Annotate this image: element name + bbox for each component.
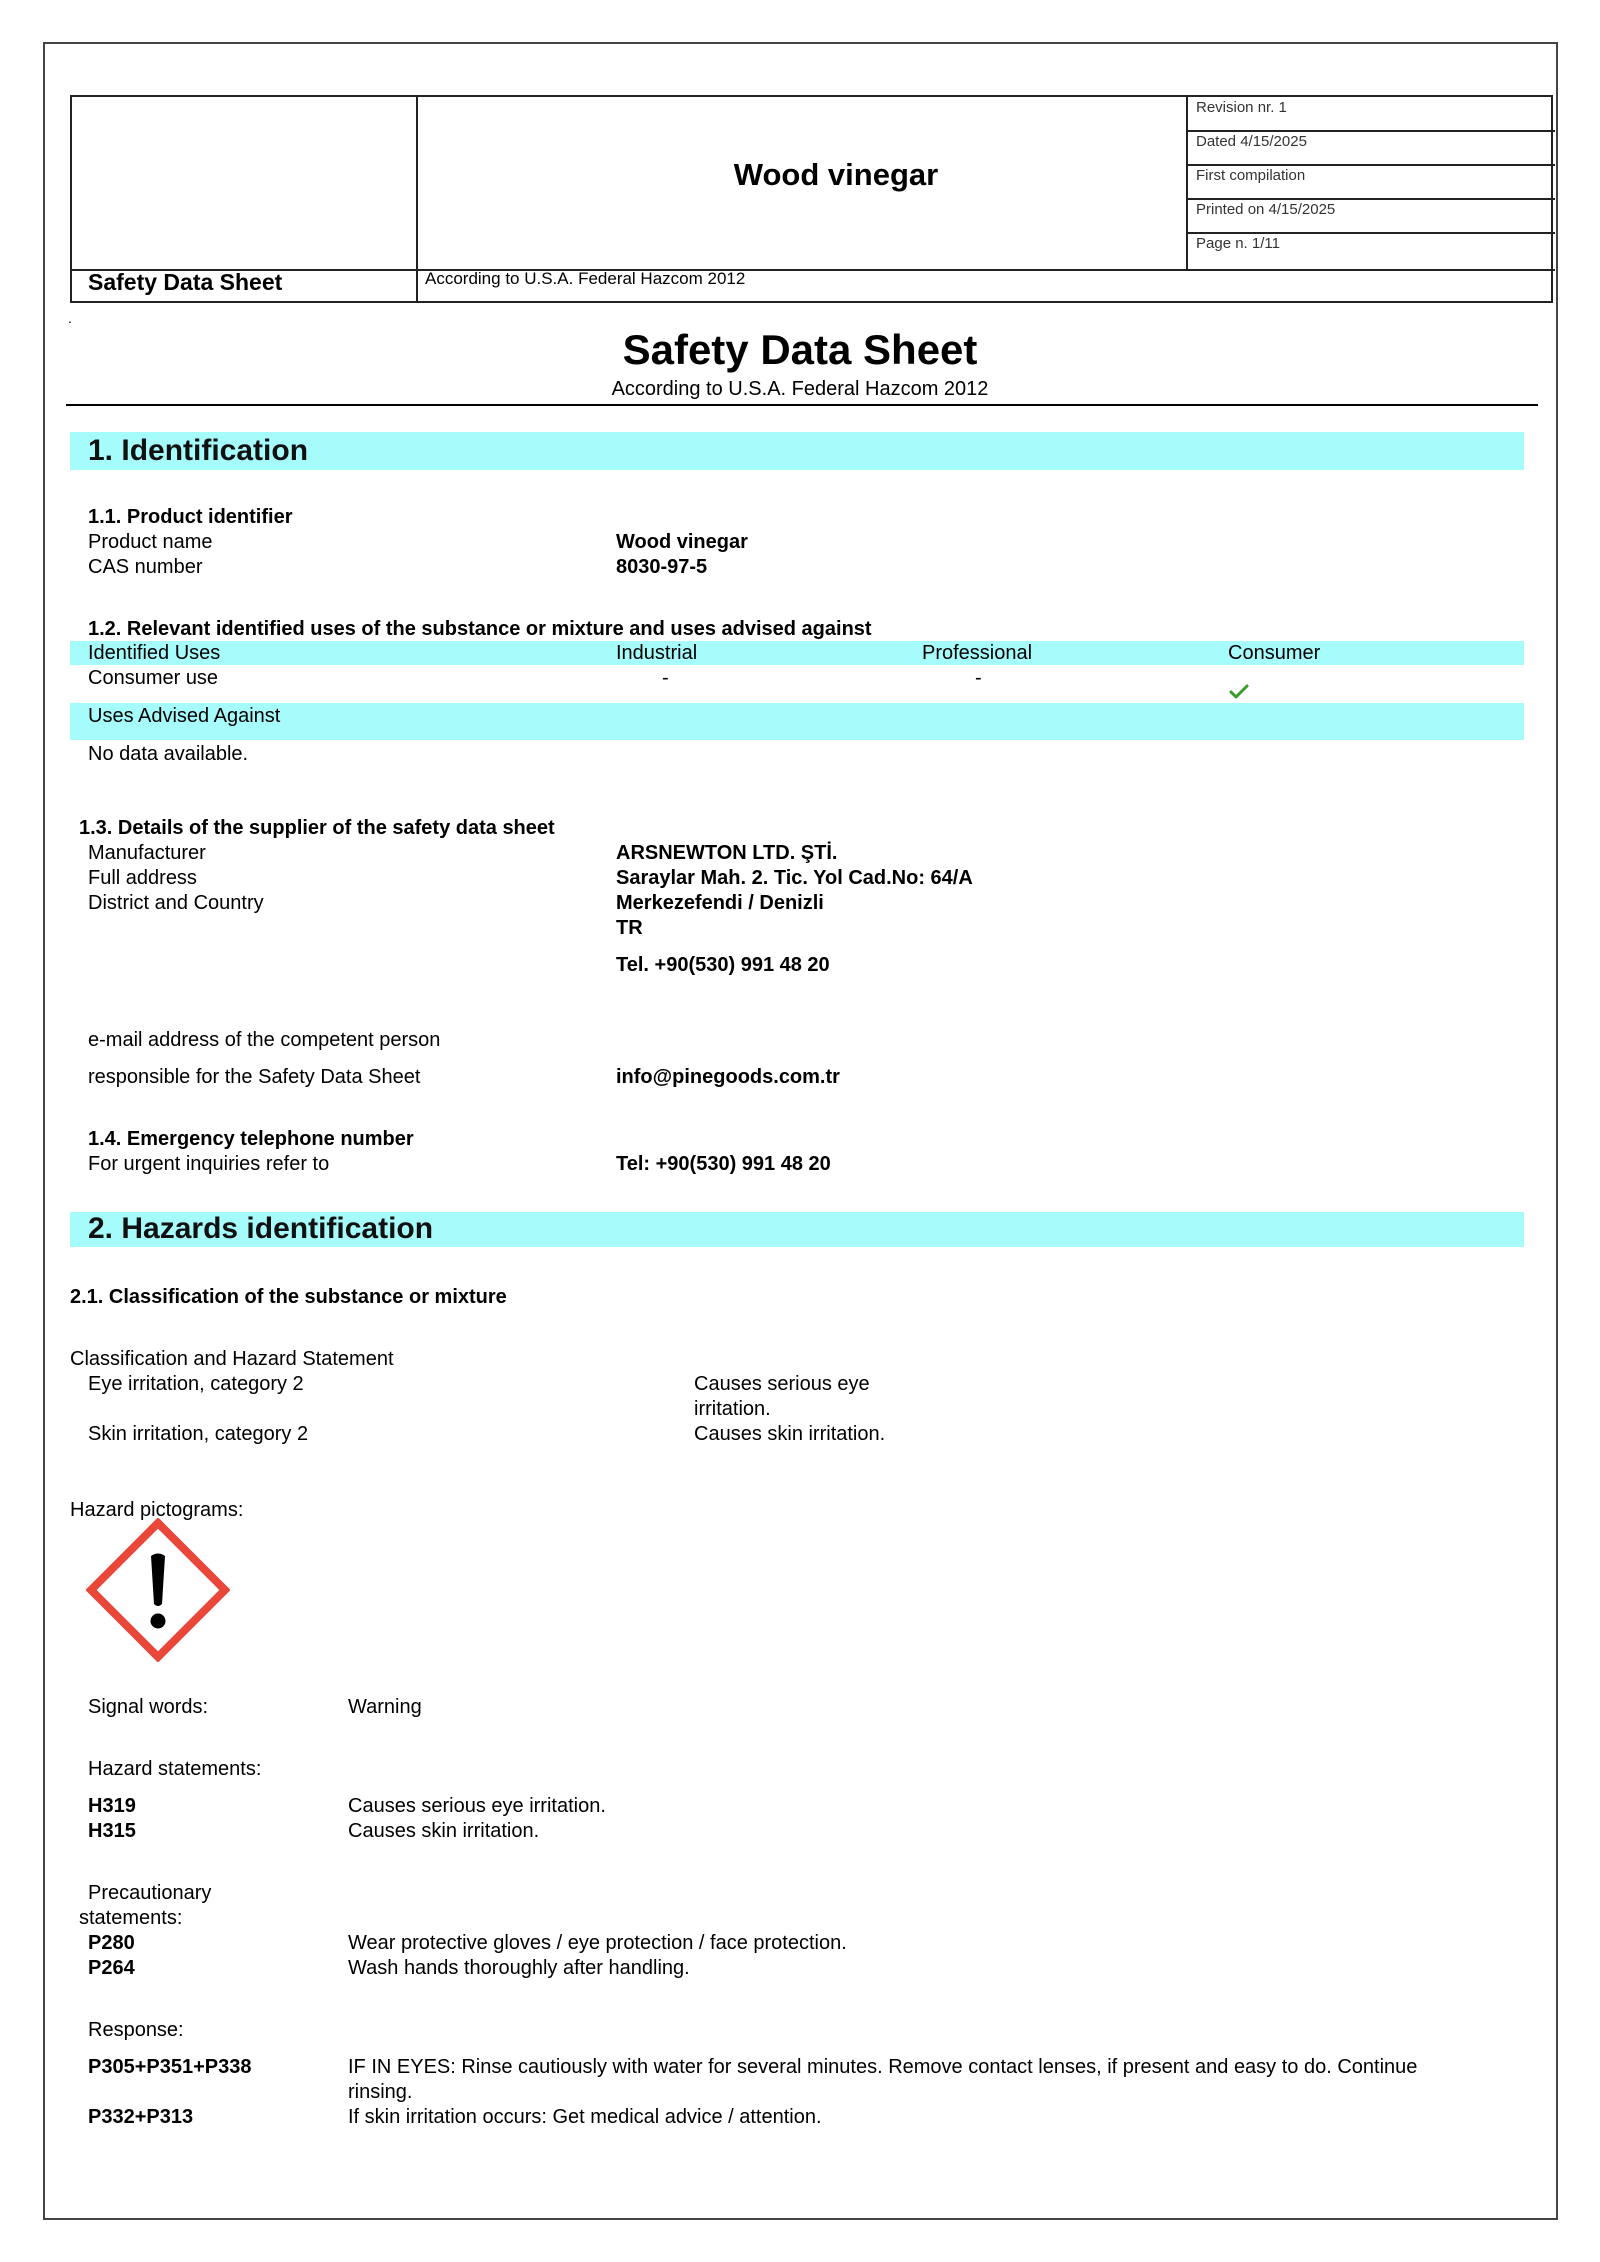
classification-statement: Causes skin irritation.: [694, 1423, 886, 1445]
country-value: TR: [616, 917, 643, 939]
pictograms-label: Hazard pictograms:: [70, 1499, 244, 1521]
advised-against-label: Uses Advised Against: [88, 705, 281, 727]
email-value: info@pinegoods.com.tr: [616, 1066, 840, 1088]
section-2-heading: 2. Hazards identification: [88, 1212, 434, 1245]
page-number: Page n. 1/11: [1196, 235, 1280, 252]
header-divider: [72, 269, 1555, 271]
stray-dot: .: [68, 310, 72, 326]
precautionary-label-line-1: Precautionary: [88, 1882, 212, 1904]
signal-words-label: Signal words:: [88, 1696, 209, 1718]
response-code: P332+P313: [88, 2106, 194, 2128]
product-name-value: Wood vinegar: [616, 531, 748, 553]
response-text: IF IN EYES: Rinse cautiously with water for several minutes. Remove contact lenses, if present and easy to do. Continue: [348, 2056, 1418, 2078]
precautionary-label-line-2: statements:: [79, 1907, 183, 1929]
manufacturer-value: ARSNEWTON LTD. ŞTİ.: [616, 842, 838, 864]
subsection-1-1-title: 1.1. Product identifier: [88, 506, 293, 528]
header-divider: [1186, 198, 1555, 200]
cas-value: 8030-97-5: [616, 556, 708, 578]
subsection-2-1-title: 2.1. Classification of the substance or mixture: [70, 1286, 507, 1308]
address-value: Saraylar Mah. 2. Tic. Yol Cad.No: 64/A: [616, 867, 973, 889]
precautionary-code: P264: [88, 1957, 135, 1979]
document-title: Safety Data Sheet: [622, 326, 978, 373]
urgent-telephone: Tel: +90(530) 991 48 20: [616, 1153, 831, 1175]
cas-label: CAS number: [88, 556, 203, 578]
title-rule: [66, 404, 1538, 406]
revision-number: Revision nr. 1: [1196, 99, 1287, 116]
hazard-code: H319: [88, 1795, 136, 1817]
dated: Dated 4/15/2025: [1196, 133, 1307, 150]
subsection-1-2-title: 1.2. Relevant identified uses of the substance or mixture and uses advised against: [88, 618, 872, 640]
district-value: Merkezefendi / Denizli: [616, 892, 824, 914]
classification-label: Classification and Hazard Statement: [70, 1348, 394, 1370]
uses-row-professional: -: [975, 667, 982, 689]
supplier-telephone: Tel. +90(530) 991 48 20: [616, 954, 830, 976]
address-label: Full address: [88, 867, 197, 889]
uses-header-identified: Identified Uses: [88, 642, 221, 664]
urgent-label: For urgent inquiries refer to: [88, 1153, 330, 1175]
precautionary-code: P280: [88, 1932, 135, 1954]
product-name-label: Product name: [88, 531, 213, 553]
check-icon: [1229, 684, 1249, 705]
response-text: If skin irritation occurs: Get medical advice / attention.: [348, 2106, 822, 2128]
compilation: First compilation: [1196, 167, 1306, 184]
section-1-band: [70, 432, 1524, 470]
product-title: Wood vinegar: [733, 157, 939, 192]
subsection-1-3-title: 1.3. Details of the supplier of the safety data sheet: [79, 817, 555, 839]
classification-name: Eye irritation, category 2: [88, 1373, 304, 1395]
sds-label: Safety Data Sheet: [88, 269, 283, 295]
email-label-line-1: e-mail address of the competent person: [88, 1029, 441, 1051]
uses-header-consumer: Consumer: [1228, 642, 1321, 664]
advised-against-band: [70, 703, 1524, 740]
signal-words-value: Warning: [348, 1696, 422, 1718]
header-divider: [1186, 232, 1555, 234]
uses-header-industrial: Industrial: [616, 642, 698, 664]
header-divider: [416, 97, 418, 303]
subsection-1-4-title: 1.4. Emergency telephone number: [88, 1128, 414, 1150]
hazard-code: H315: [88, 1820, 136, 1842]
classification-statement: irritation.: [694, 1398, 771, 1420]
advised-against-value: No data available.: [88, 743, 249, 765]
exclamation-mark-icon: [86, 1518, 230, 1667]
classification-statement: Causes serious eye: [694, 1373, 870, 1395]
header-divider: [1186, 130, 1555, 132]
document-subtitle: According to U.S.A. Federal Hazcom 2012: [611, 378, 989, 400]
manufacturer-label: Manufacturer: [88, 842, 206, 864]
uses-header-professional: Professional: [922, 642, 1033, 664]
hazard-text: Causes skin irritation.: [348, 1820, 540, 1842]
response-label: Response:: [88, 2019, 184, 2041]
uses-row-industrial: -: [662, 667, 669, 689]
classification-name: Skin irritation, category 2: [88, 1423, 309, 1445]
hazard-statements-label: Hazard statements:: [88, 1758, 262, 1780]
section-1-heading: 1. Identification: [88, 434, 309, 467]
precautionary-text: Wash hands thoroughly after handling.: [348, 1957, 690, 1979]
response-text: rinsing.: [348, 2081, 413, 2103]
precautionary-text: Wear protective gloves / eye protection / face protection.: [348, 1932, 847, 1954]
uses-row-use: Consumer use: [88, 667, 219, 689]
hazard-text: Causes serious eye irritation.: [348, 1795, 606, 1817]
response-code: P305+P351+P338: [88, 2056, 252, 2078]
according-text: According to U.S.A. Federal Hazcom 2012: [425, 269, 746, 288]
header-table: [70, 95, 1553, 303]
section-2-band: [70, 1212, 1524, 1247]
district-label: District and Country: [88, 892, 264, 914]
email-label-line-2: responsible for the Safety Data Sheet: [88, 1066, 421, 1088]
printed-date: Printed on 4/15/2025: [1196, 201, 1336, 218]
